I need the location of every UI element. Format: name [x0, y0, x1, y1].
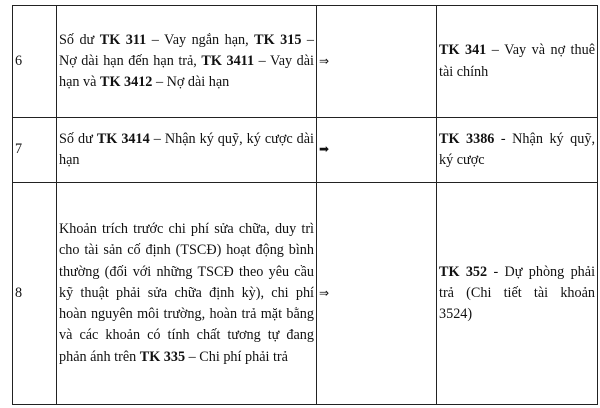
account-code: TK 341: [439, 42, 487, 59]
table-row: [13, 183, 598, 405]
source-account-description: [57, 183, 317, 405]
account-code: TK 335: [139, 348, 186, 365]
account-code: TK 352: [439, 263, 488, 280]
description-text: – Nợ dài hạn: [152, 74, 230, 91]
row-number: 8: [13, 183, 57, 405]
description-text: - Nhận ký quỹ, ký cược: [439, 130, 595, 168]
description-text: – Chi phí phải trả: [185, 348, 288, 365]
table-row: [13, 118, 598, 183]
source-account-description: [57, 6, 317, 118]
row-number: 7: [13, 118, 57, 183]
description-text: – Nhận ký quỹ, ký cược dài hạn: [59, 130, 314, 168]
double-arrow-right-icon: ⇒: [319, 285, 330, 300]
account-code: TK 3411: [201, 52, 255, 69]
description-text: Số dư: [59, 130, 97, 147]
account-code: TK 3412: [99, 74, 153, 91]
account-code: TK 3414: [96, 130, 150, 147]
description-text: Khoản trích trước chi phí sửa chữa, duy trì cho tài sản cố định (TSCĐ) hoạt động bình thường (đối với những TSCĐ theo yêu cầu kỹ thuật phải sửa chữa định kỳ), chi phí hoàn nguyên môi trường, hoàn trả mặt bằng và các khoản có tính chất tương tự đang phản ánh trên: [59, 220, 314, 365]
target-account-description: [437, 183, 598, 405]
account-conversion-table: [12, 5, 598, 405]
row-number: 6: [13, 6, 57, 118]
table-row: [13, 6, 598, 118]
description-text: – Vay và nợ thuê tài chính: [439, 42, 595, 80]
description-text: – Nợ dài hạn đến hạn trả,: [59, 31, 314, 69]
account-code: TK 3386: [439, 130, 495, 147]
heavy-arrow-right-icon: ➡: [319, 142, 330, 157]
source-account-description: [57, 118, 317, 183]
description-text: - Dự phòng phải trả (Chi tiết tài khoản 3524): [439, 263, 596, 323]
description-text: – Vay ngắn hạn,: [146, 31, 255, 48]
account-code: TK 311: [99, 31, 147, 48]
account-code: TK 315: [254, 31, 302, 48]
target-account-description: [437, 6, 598, 118]
target-account-description: [437, 118, 598, 183]
description-text: Số dư: [59, 31, 100, 48]
description-text: – Vay dài hạn và: [59, 52, 314, 91]
double-arrow-right-icon: ⇒: [319, 53, 330, 68]
